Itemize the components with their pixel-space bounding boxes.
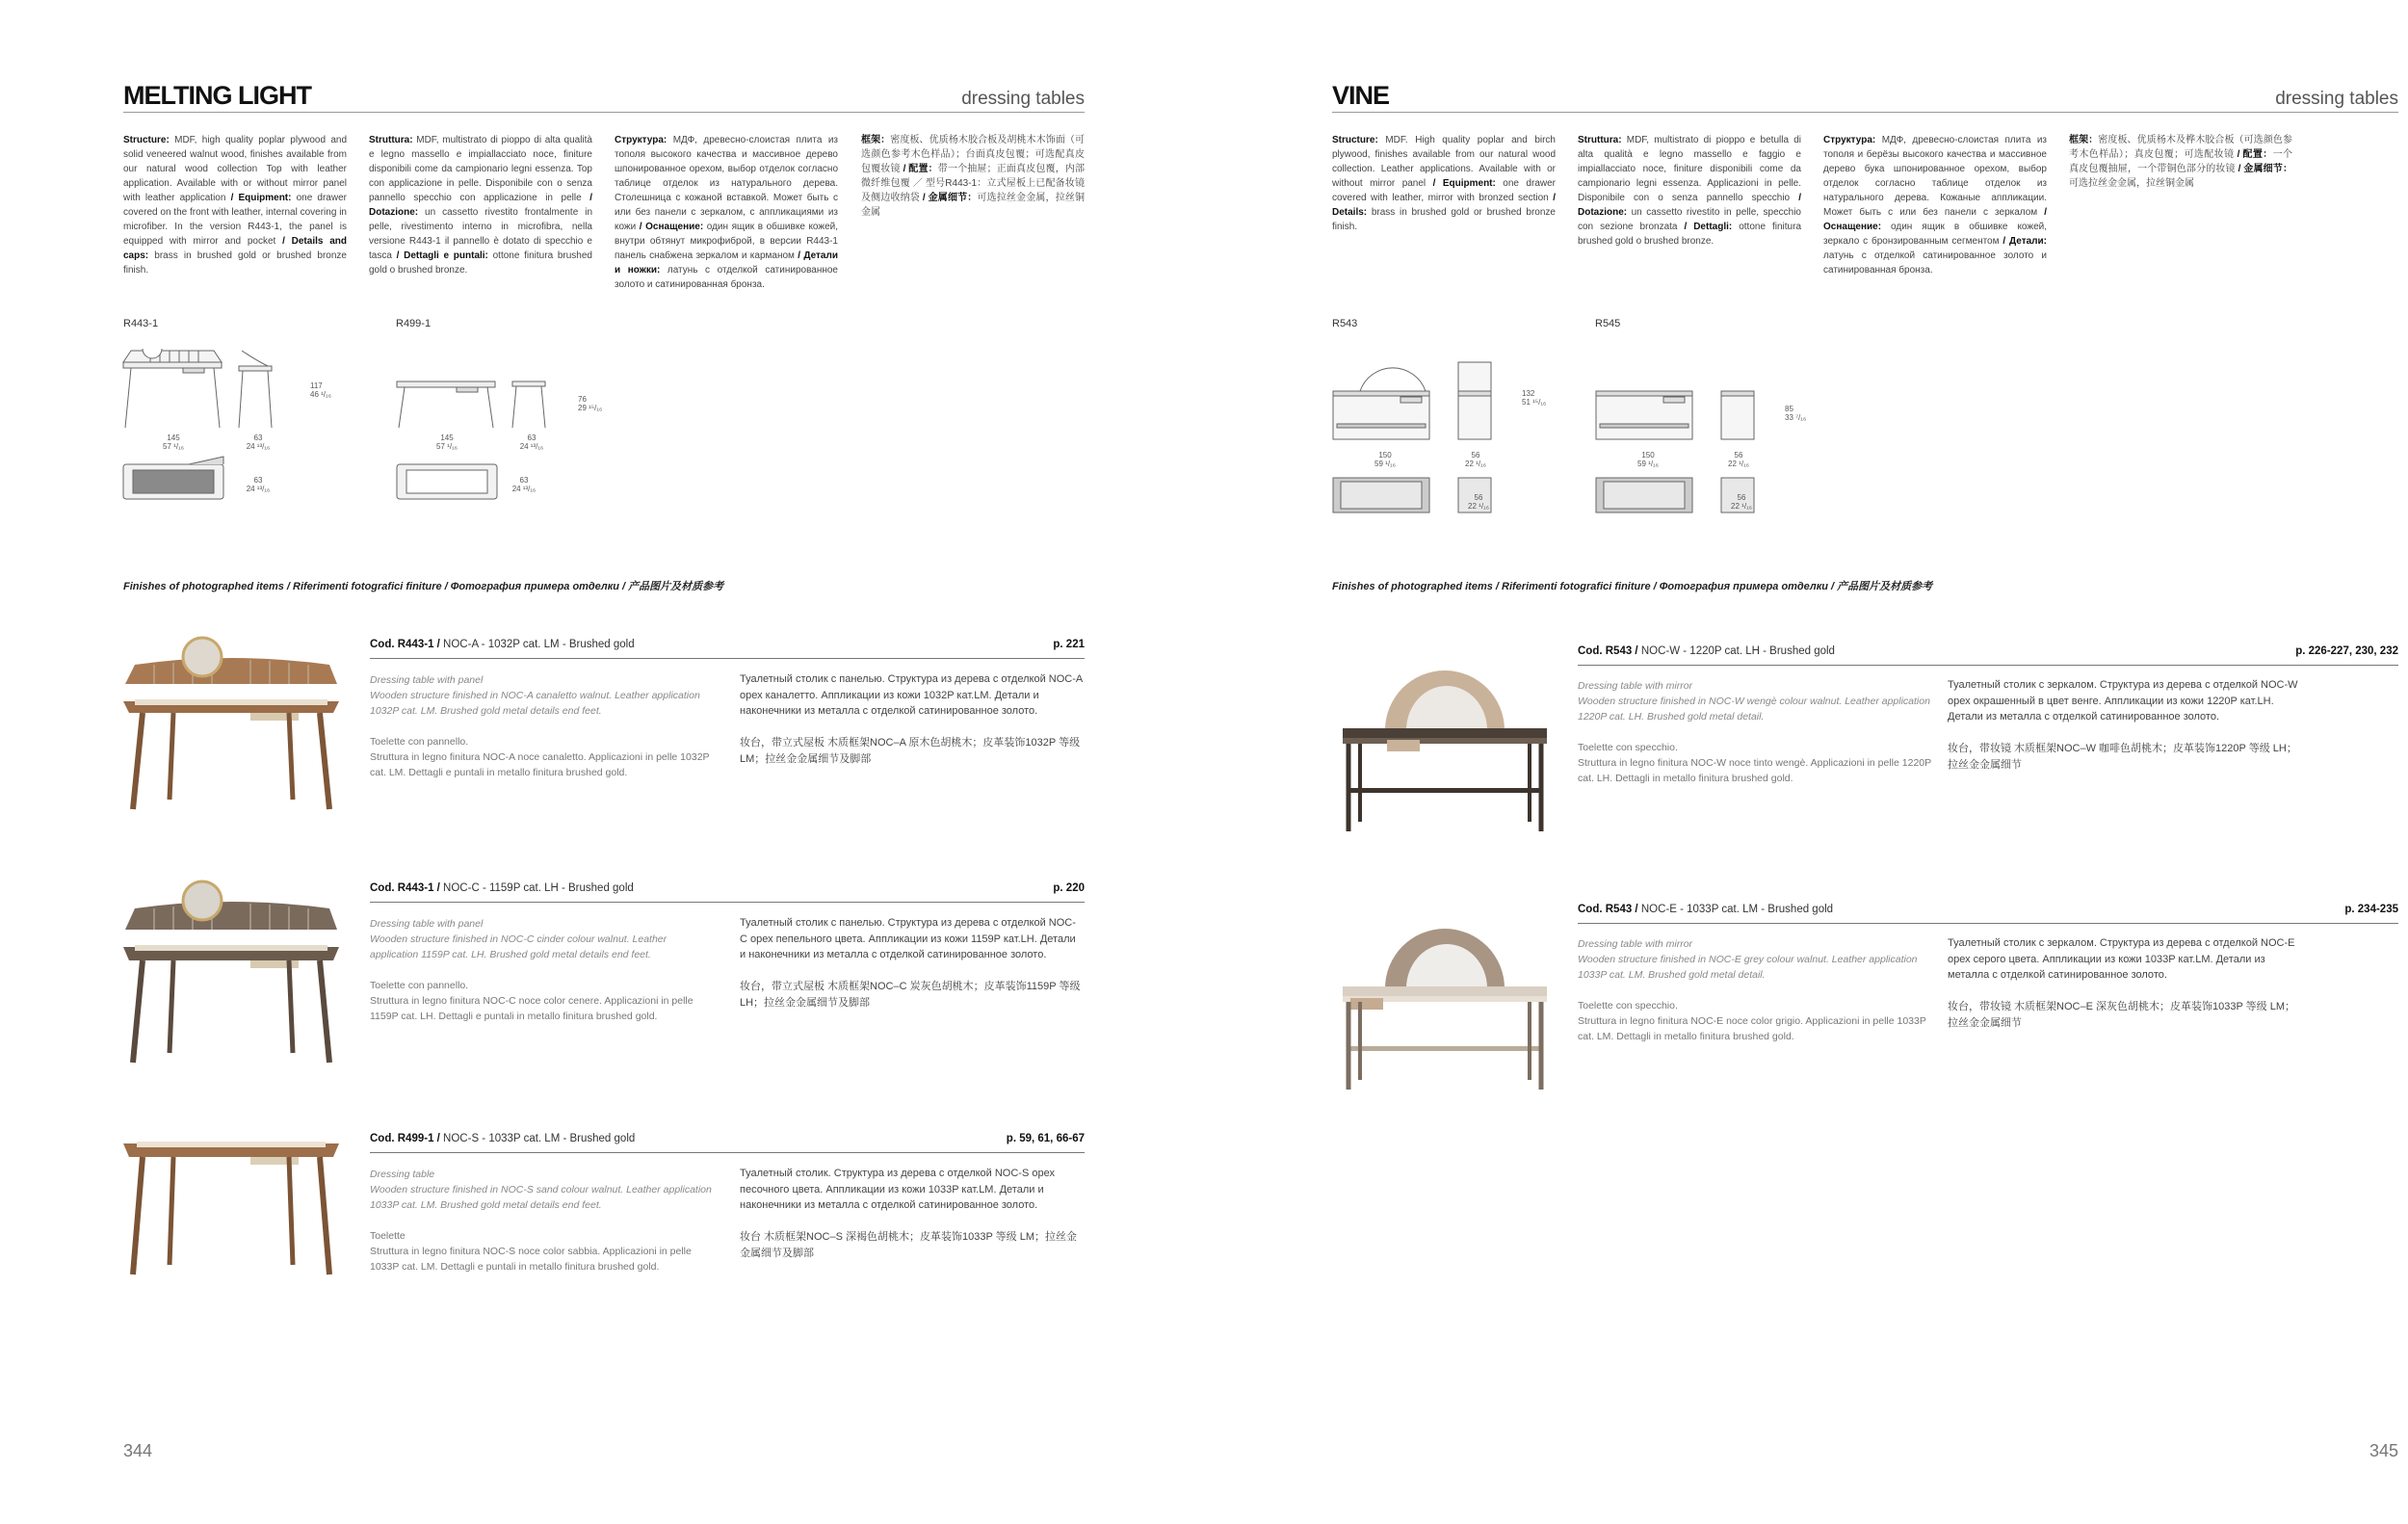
dimension-depth: 56 22 ¹/₁₆ — [1465, 451, 1486, 468]
page-number: 344 — [123, 1441, 153, 1460]
dimension-depth: 56 22 ¹/₁₆ — [1728, 451, 1749, 468]
dimension-depth-top: 56 22 ¹/₁₆ — [1468, 493, 1489, 511]
finishes-title: Finishes of photographed items / Riferimenti fotografici finiture / Фотография примера отделки / 产品图片及材质参考 — [1332, 581, 1933, 592]
item-header: Cod. R443-1 / NOC-A - 1032P cat. LM - Brushed gold p. 221 — [370, 639, 1085, 650]
page-title: MELTING LIGHT — [123, 81, 311, 110]
item-header: Cod. R543 / NOC-E - 1033P cat. LM - Brushed gold p. 234-235 — [1578, 904, 2398, 915]
item-divider — [370, 658, 1085, 659]
item-description-en-it: Dressing table with panel Wooden structure finished in NOC-A canaletto walnut. Leather application 1032P cat. LM. Brushed gold metal details end feet. Toelette con pannello. Struttura in legno finitura NOC-A noce canaletto. Applicazioni in pelle 1032P cat. LM. Dettagli e puntali in metallo finitura brushed gold. — [370, 674, 710, 778]
dimension-height: 117 46 ¹/₁₆ — [310, 381, 331, 399]
description-zh: 框架：密度板、优质杨木胶合板及胡桃木木饰面（可选颜色参考木色样品）；台面真皮包覆；可选配真皮包覆妆镜 / 配置：带一个抽屉；正面真皮包覆，内部微纤维包覆 ／ 型号R443-1：立式屋板上已配备妆镜及侧边收纳袋 / 金属细节：可选拉丝金金属，拉丝铜金属 — [861, 135, 1086, 218]
dimension-depth-top: 56 22 ¹/₁₆ — [1731, 493, 1752, 511]
item-divider — [370, 1152, 1085, 1153]
dimension-depth: 63 24 ¹³/₁₆ — [519, 434, 544, 451]
model-code-label: R499-1 — [396, 318, 432, 329]
category-label: dressing tables — [961, 89, 1085, 109]
item-description-en-it: Dressing table with panel Wooden structure finished in NOC-C cinder colour walnut. Leather application 1159P cat. LH. Brushed gold metal details end feet. Toelette con pannello. Struttura in legno finitura NOC-C noce color cenere. Applicazioni in pelle 1159P cat. LH. Dettagli e puntali in metallo finitura brushed gold. — [370, 918, 694, 1022]
category-label: dressing tables — [2275, 89, 2398, 109]
header-divider — [1332, 112, 2398, 113]
item-header: Cod. R543 / NOC-W - 1220P cat. LH - Brushed gold p. 226-227, 230, 232 — [1578, 645, 2398, 657]
item-header: Cod. R443-1 / NOC-C - 1159P cat. LH - Brushed gold p. 220 — [370, 882, 1085, 894]
item-divider — [1578, 665, 2398, 666]
item-description-en-it: Dressing table with mirror Wooden structure finished in NOC-E grey colour walnut. Leather application 1033P cat. LM. Brushed gold metal detail. Toelette con specchio. Struttura in legno finitura NOC-E noce color grigio. Applicazioni in pelle 1033P cat. LM. Dettagli in metallo finitura brushed gold. — [1578, 938, 1926, 1042]
page-reference: p. 59, 61, 66-67 — [1006, 1133, 1085, 1144]
description-ru: Структура: МДФ, древесно-слоистая плита из тополя и берёзы высокого качества и массивное дерево бука шпонированное орехом, выбор отделок согласно таблице отделок из натурального дерева. Кожаные аппликации. Может быть с или без панели с зеркалом / Оснащение: один ящик в обшивке кожей, зеркало с бронзированным сегментом / Детали: латунь с отделкой сатинированное золото и сатинированная бронза. — [1823, 135, 2047, 276]
dimension-width: 150 59 ¹/₁₆ — [1637, 451, 1659, 468]
description-it: Struttura: MDF, multistrato di pioppo e betulla di alta qualità e legno massello e faggio e impiallacciato noce, finiture disponibili come da campionario legni essenza. Applicazioni in pelle. Disponibile con o senza pannello specchio / Dotazione: un cassetto rivestito in pelle, specchio con sezione bronzata / Dettagli: ottone finitura brushed gold o brushed bronze. — [1578, 135, 1801, 247]
dimension-width: 150 59 ¹/₁₆ — [1374, 451, 1396, 468]
item-divider — [1578, 923, 2398, 924]
item-header: Cod. R499-1 / NOC-S - 1033P cat. LM - Brushed gold p. 59, 61, 66-67 — [370, 1133, 1085, 1144]
page-reference: p. 234-235 — [2344, 904, 2398, 915]
item-description-en-it: Dressing table with mirror Wooden structure finished in NOC-W wengè colour walnut. Leather application 1220P cat. LH. Brushed gold metal detail. Toelette con specchio. Struttura in legno finitura NOC-W noce tinto wengè. Applicazioni in pelle 1220P cat. LH. Dettagli in metallo finitura brushed gold. — [1578, 680, 1931, 784]
description-zh: 框架：密度板、优质杨木及桦木胶合板（可选颜色参考木色样品）；真皮包覆；可选配妆镜 / 配置：一个真皮包覆抽屉，一个带铜色部分的妆镜 / 金属细节：可选拉丝金金属，拉丝铜金属 — [2069, 135, 2293, 189]
product-photo-r499-1 — [116, 1130, 347, 1284]
item-description-ru-zh: Туалетный столик с панелью. Структура из дерева с отделкой NOC-C орех пепельного цвета. Аппликации из кожи 1159P кат.LH. Детали и наконечники из металла с отделкой сатинированное золото. 妆台，带立式屋板 木质框架NOC–C 炭灰色胡桃木；皮革装饰1159P 等级 LH；拉丝金金属细节及脚部 — [740, 917, 1081, 1009]
page-reference: p. 226-227, 230, 232 — [2295, 645, 2398, 657]
dimension-height: 76 29 ¹⁵/₁₆ — [578, 395, 603, 412]
product-photo-r543-noc-w — [1329, 644, 1560, 836]
page-title: VINE — [1332, 81, 1390, 110]
dimension-depth-top: 63 24 ¹³/₁₆ — [246, 476, 271, 493]
model-code-label: R443-1 — [123, 318, 159, 329]
item-description-ru-zh: Туалетный столик с зеркалом. Структура из дерева с отделкой NOC-W орех окрашенный в цвет венге. Аппликации из кожи 1220P кат.LH. Детали из металла с отделкой сатинированное золото. 妆台，带妆镜 木质框架NOC–W 咖啡色胡桃木；皮革装饰1220P 等级 LH；拉丝金金属细节 — [1948, 679, 2298, 771]
product-photo-r443-1-noc-a — [116, 636, 347, 819]
description-en: Structure: MDF. High quality poplar and birch plywood, finishes available from our natural wood collection. Leather applications. Available with or without mirror panel / Equipment: one drawer covered with leather, mirror with bronzed section / Details: brass in brushed gold or brushed bronze finish. — [1332, 135, 1556, 232]
product-photo-r443-1-noc-c — [116, 880, 347, 1072]
dimension-width: 145 57 ¹/₁₆ — [436, 434, 458, 451]
description-en: Structure: MDF, high quality poplar plywood and solid veneered walnut wood, finishes available from our natural wood collection Top with leather application. Available with or without mirror panel with leather application / Equipment: one drawer covered on the front with leather, internal covering in microfiber. In the version R443-1, the panel is equipped with mirror and pocket / Details and caps: brass in brushed gold or brushed bronze finish. — [123, 135, 348, 276]
item-description-ru-zh: Туалетный столик. Структура из дерева с отделкой NOC-S орех песочного цвета. Аппликации из кожи 1033P кат.LM. Детали и наконечники из металла с отделкой сатинированное золото. 妆台 木质框架NOC–S 深褐色胡桃木；皮革装饰1033P 等级 LM；拉丝金金属细节及脚部 — [740, 1168, 1078, 1259]
dimension-height: 85 33 ⁷/₁₆ — [1785, 405, 1807, 422]
page-number: 345 — [2369, 1441, 2398, 1460]
item-description-ru-zh: Туалетный столик с зеркалом. Структура из дерева с отделкой NOC-E орех серого цвета. Аппликации из кожи 1033P кат.LM. Детали из металла с отделкой сатинированное золото. 妆台，带妆镜 木质框架NOC–E 深灰色胡桃木；皮革装饰1033P 等级 LM；拉丝金金属细节 — [1948, 937, 2296, 1029]
finishes-title: Finishes of photographed items / Riferimenti fotografici finiture / Фотография примера отделки / 产品图片及材质参考 — [123, 581, 724, 592]
item-description-en-it: Dressing table Wooden structure finished in NOC-S sand colour walnut. Leather application 1033P cat. LM. Brushed gold metal details end feet. Toelette Struttura in legno finitura NOC-S noce color sabbia. Applicazioni in pelle 1033P cat. LM. Dettagli e puntali in metallo finitura brushed gold. — [370, 1169, 712, 1273]
model-code-label: R543 — [1332, 318, 1358, 329]
page-reference: p. 221 — [1053, 639, 1085, 650]
technical-drawing-r543 — [1331, 353, 1562, 526]
right-page — [1204, 0, 2408, 1524]
dimension-width: 145 57 ¹/₁₆ — [163, 434, 184, 451]
item-description-ru-zh: Туалетный столик с панелью. Структура из дерева с отделкой NOC-A орех каналетто. Аппликации из кожи 1032P кат.LM. Детали и наконечники из металла с отделкой сатинированное золото. 妆台，带立式屋板 木质框架NOC–A 原木色胡桃木；皮革装饰1032P 等级 LM；拉丝金金属细节及脚部 — [740, 673, 1083, 765]
description-ru: Структура: МДФ, древесно-слоистая плита из тополя высокого качества и массивное дерево шпонированное орехом, выбор отделок согласно таблице отделок из натурального дерева. Столешница с кожаной вставкой. Может быть с или без панели с зеркалом, с аппликациями из кожи / Оснащение: один ящик в обшивке кожей, внутри обтянут микрофиброй, в версии R443-1 панель снабжена зеркалом и карманом / Детали и ножки: латунь с отделкой сатинированное золото и сатинированная бронза. — [615, 135, 838, 290]
model-code-label: R545 — [1595, 318, 1621, 329]
dimension-depth: 63 24 ¹³/₁₆ — [246, 434, 271, 451]
page-reference: p. 220 — [1053, 882, 1085, 894]
header-divider — [123, 112, 1085, 113]
dimension-height: 132 51 ¹⁵/₁₆ — [1522, 389, 1547, 407]
item-divider — [370, 902, 1085, 903]
description-it: Struttura: MDF, multistrato di pioppo di alta qualità e legno massello e impiallacciato noce, finiture disponibili come da campionario legni essenza. Top con applicazione in pelle. Disponibile con o senza pannello specchio con applicazione in pelle / Dotazione: un cassetto rivestito frontalmente in pelle, rivestimento interno in microfibra, nella versione R443-1 il pannello è dotato di specchio e tasca / Dettagli e puntali: ottone finitura brushed gold o brushed bronze. — [369, 135, 592, 276]
dimension-depth-top: 63 24 ¹³/₁₆ — [511, 476, 537, 493]
product-photo-r543-noc-e — [1329, 902, 1560, 1094]
